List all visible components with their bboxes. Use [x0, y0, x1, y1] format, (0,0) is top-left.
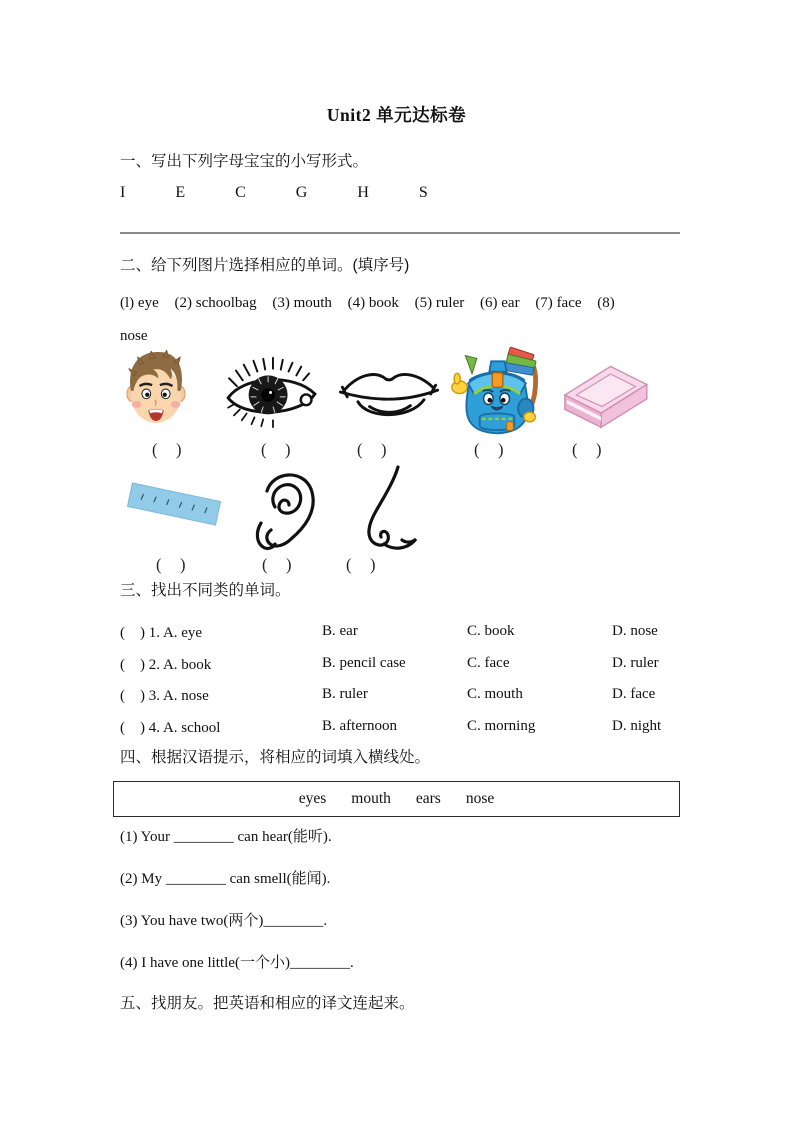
page-title: Unit2 单元达标卷: [326, 105, 467, 125]
question-cell: ( ) 3. A. nose: [120, 688, 209, 705]
section3-heading: 三、找出不同类的单词。: [120, 582, 291, 599]
letter-item: I: [120, 184, 126, 201]
section1-letters: [120, 184, 474, 202]
word-bank-item: nose: [465, 790, 495, 807]
boy-face-image: [125, 348, 187, 428]
word-option-word: nose: [120, 328, 148, 344]
option-cell: B. afternoon: [322, 718, 397, 735]
option-cell: B. ear: [322, 623, 358, 640]
question-cell: ( ) 2. A. book: [120, 656, 212, 673]
word-option: (5) ruler: [414, 295, 465, 311]
answer-bracket: ( ): [474, 440, 505, 459]
option-cell: B. ruler: [322, 686, 368, 703]
question-cell: ( ) 1. A. eye: [120, 625, 203, 642]
word-bank-item: eyes: [298, 790, 327, 807]
word-option: (3) mouth: [272, 295, 332, 311]
section2-heading: 二、给下列图片选择相应的单词。(填序号): [120, 257, 410, 274]
mouth-drawing-image: [333, 359, 445, 427]
option-cell: C. morning: [467, 718, 536, 735]
ear-drawing-image: [247, 467, 321, 555]
answer-bracket: ( ): [152, 440, 183, 459]
fill-in-item: (3) You have two(两个)________.: [120, 913, 328, 929]
pink-book-image: [553, 355, 653, 435]
section3-question-grid: [120, 616, 685, 742]
letter-item: G: [295, 184, 308, 201]
word-bank-item: ears: [415, 790, 441, 807]
word-option: (2) schoolbag: [174, 295, 257, 311]
section5-heading: 五、找朋友。把英语和相应的译文连起来。: [120, 995, 415, 1012]
eye-drawing-image: [222, 353, 322, 431]
nose-drawing-image: [358, 463, 424, 555]
word-option: (6) ear: [480, 295, 520, 311]
word-option: (7) face: [535, 295, 582, 311]
question-cell: ( ) 4. A. school: [120, 720, 221, 737]
option-cell: D. night: [612, 718, 662, 735]
picture-row-1: [0, 345, 793, 463]
word-option-number: (8): [597, 295, 615, 311]
blue-ruler-image: [126, 482, 221, 527]
answer-bracket: ( ): [346, 555, 377, 574]
fill-in-items: [120, 825, 354, 993]
option-cell: D. nose: [612, 623, 658, 640]
option-cell: C. mouth: [467, 686, 523, 703]
option-cell: B. pencil case: [322, 654, 406, 671]
option-cell: C. face: [467, 654, 510, 671]
word-option: (l) eye: [120, 295, 159, 311]
letter-item: E: [175, 184, 186, 201]
section-divider-line: [120, 232, 680, 234]
section1-heading: 一、写出下列字母宝宝的小写形式。: [120, 153, 369, 170]
word-bank-box: [113, 781, 680, 817]
word-bank-item: mouth: [351, 790, 391, 807]
answer-bracket: ( ): [261, 440, 292, 459]
letter-item: S: [418, 184, 428, 201]
option-cell: D. face: [612, 686, 656, 703]
letter-item: H: [357, 184, 369, 201]
option-cell: C. book: [467, 623, 515, 640]
fill-in-item: (4) I have one little(一个小)________.: [120, 955, 354, 971]
fill-in-item: (2) My ________ can smell(能闻).: [120, 871, 331, 887]
schoolbag-image: [448, 345, 546, 441]
fill-in-item: (1) Your ________ can hear(能听).: [120, 829, 332, 845]
word-bank-line1: [120, 287, 680, 320]
answer-bracket: ( ): [357, 440, 388, 459]
word-option: (4) book: [347, 295, 399, 311]
answer-bracket: ( ): [572, 440, 603, 459]
letter-item: C: [235, 184, 246, 201]
section2-word-bank: [120, 287, 680, 353]
picture-row-2: [0, 463, 793, 575]
section4-heading: 四、根据汉语提示，将相应的词填入横线处。: [120, 749, 431, 766]
option-cell: D. ruler: [612, 654, 659, 671]
answer-bracket: ( ): [262, 555, 293, 574]
answer-bracket: ( ): [156, 555, 187, 574]
